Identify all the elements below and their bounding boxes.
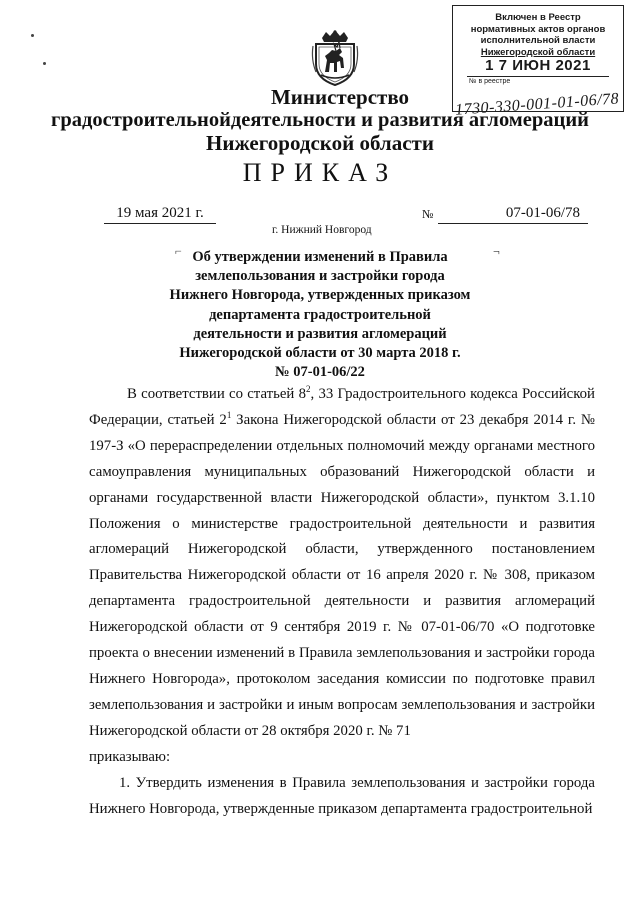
superscript: 2 [305,384,311,395]
subject-line: № 07-01-06/22 [275,364,365,381]
order-word: приказываю: [89,748,171,765]
subject-line: Нижнего Новгорода, утвержденных приказом [169,287,471,304]
superscript: 1 [226,409,232,420]
order-number-label: № [422,207,434,221]
order-body [89,382,595,822]
subject-line: Об утверждении изменений в Правила [192,249,448,265]
stamp-line: исполнительной власти [480,35,596,46]
ministry-name-line3: Нижегородской области [206,131,434,155]
order-city: г. Нижний Новгород [272,224,372,236]
order-number: 07-01-06/78 [438,205,588,224]
stamp-registry-number: 1730-330-001-01-06/78 [454,90,620,119]
order-subject [150,248,490,382]
subject-line: землепользования и застройки города [195,268,445,285]
stamp-line: нормативных актов органов [470,23,606,35]
subject-line: департамента градостроительной [209,306,431,323]
document-type-title: ПРИКАЗ [242,158,398,187]
stamp-registry-label: № в реестре [469,78,511,85]
preamble-text: , 33 Градостроительного кодекса Российской Федерации, статьей 2 [89,386,595,428]
order-item-1: 1. Утвердить изменения в Правила землепользования и застройки города Нижнего Новгорода, утвержденные приказом департамента градостроительной [89,774,595,817]
subject-corner-left: ⌐ [175,244,182,258]
order-date: 19 мая 2021 г. [104,205,216,224]
preamble-text: В соответствии со статьей 8 [127,386,306,402]
scan-speck [31,34,34,37]
stamp-line: Включен в Реестр [495,12,581,23]
subject-line: деятельности и развития агломераций [193,325,447,342]
scan-speck [43,62,46,65]
ministry-name-line2: градостроительнойдеятельности и развития агломераций [51,109,589,131]
subject-corner-right: ¬ [493,244,500,258]
ministry-name [20,85,640,110]
preamble-text: Закона Нижегородской области от 23 декабря 2014 г. № 197-З «О перераспределении отдельных полномочий между органами местного самоуправления муниципальных образований Нижегородской области и органами государственной власти Нижегородской области», пунктом 3.1.10 Положения о министерстве градостроительной деятельности и развития агломераций Нижегородской области, утвержденного постановлением Правительства Нижегородской области от 16 апреля 2020 г. № 308, приказом департамента градостроительной деятельности и развития агломераций Нижегородской области от 9 сентября 2019 г. № 07-01-06/70 «О подготовке проекта о внесении изменений в Правила землепользования и застройки города Нижнего Новгорода», протоколом заседания комиссии по подготовке правил землепользования и застройки и иным вопросам землепользования и застройки Нижегородской области от 28 октября 2020 г. № 71 [89,411,595,739]
stamp-line: Нижегородской области [480,46,596,58]
stamp-date: 1 7 ИЮН 2021 [485,57,591,74]
subject-line: Нижегородской области от 30 марта 2018 г. [179,345,461,362]
ministry-line: Министерство [270,85,410,109]
coat-of-arms-icon [310,28,360,86]
preamble-paragraph [89,382,595,745]
